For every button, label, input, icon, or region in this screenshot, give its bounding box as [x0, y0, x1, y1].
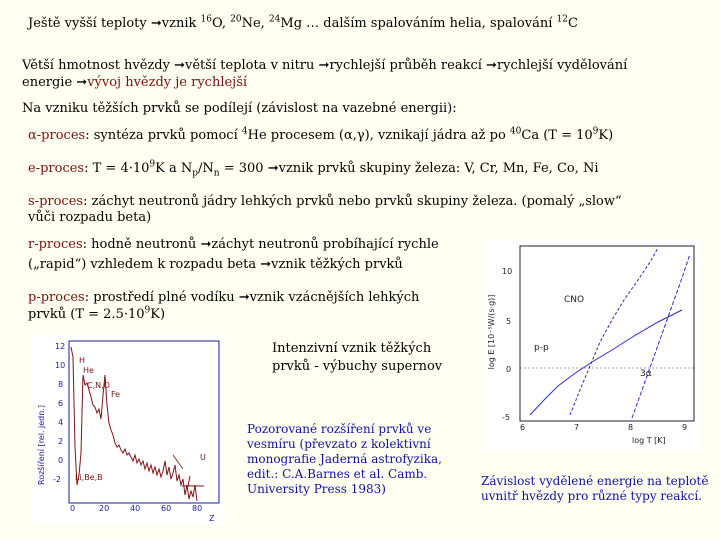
label-fe: Fe: [111, 390, 121, 399]
abundance-figure: [33, 335, 225, 525]
supernova-note-1: Intenzivní vznik těžkých: [272, 341, 432, 356]
abundance-xtick: 60: [161, 504, 172, 513]
abundance-ylabel: Rozšíření [rel. jedn.]: [37, 405, 46, 485]
arrow-icon: ➞: [174, 58, 186, 73]
label-h: H: [79, 356, 86, 365]
energy-xtick: 7: [574, 423, 580, 432]
arrow-icon: ➞: [150, 16, 162, 31]
energy-xtick: 9: [682, 423, 688, 432]
abundance-xtick: 0: [70, 504, 76, 513]
arrow-icon: ➞: [200, 237, 212, 252]
energy-caption: Závislost vydělené energie na teplotě uvnitř hvězdy pro různé typy reakcí.: [481, 474, 709, 503]
energy-xlabel: log T [K]: [632, 436, 666, 445]
abundance-xtick: 40: [130, 504, 141, 513]
abundance-ytick: -2: [53, 475, 61, 484]
label-pp: p-p: [534, 343, 549, 353]
p-process-line-1: p-proces: prostředí plné vodíku ➞vznik vzácnějších lehkých: [28, 290, 420, 305]
arrow-icon: ➞: [76, 75, 88, 90]
label-libeb: Li,Be,B: [75, 473, 103, 482]
abundance-xlabel: Z: [209, 514, 215, 523]
arrow-icon: ➞: [260, 257, 272, 272]
energy-ytick: -5: [502, 413, 510, 422]
abundance-ytick: 0: [58, 456, 64, 465]
energy-ytick: 5: [506, 317, 512, 326]
abundance-ytick: 12: [55, 342, 66, 351]
header-line: Ještě vyšší teploty ➞vznik $^{16}$O, $^{20}$Ne, $^{24}$Mg … dalším spalováním helia, spalování $^{12}$C: [28, 14, 578, 31]
abundance-xtick: 80: [192, 504, 203, 513]
energy-xtick: 6: [520, 423, 526, 432]
heavy-star-line-2: energie ➞vývoj hvězdy je rychlejší: [22, 75, 248, 90]
p-process-line-2: prvků $(T = 2.5\cdot 10^9K)$: [28, 305, 166, 322]
supernova-note-2: prvků - výbuchy supernov: [272, 359, 443, 374]
r-process-line-1: r-proces: hodně neutronů ➞záchyt neutronů probíhající rychle: [28, 237, 439, 252]
energy-xtick: 8: [628, 423, 634, 432]
energy-ytick: 0: [506, 365, 512, 374]
s-process-line-2: vůči rozpadu beta): [28, 210, 152, 225]
energy-figure: [482, 240, 702, 450]
energy-ytick: 10: [502, 267, 513, 276]
abundance-ytick: 8: [58, 380, 64, 389]
label-he: He: [83, 366, 94, 375]
arrow-icon: ➞: [486, 58, 497, 73]
label-cno: CNO: [564, 295, 585, 305]
alpha-process: α-proces: syntéza prvků pomocí $^4$He procesem (α,γ), vznikají jádra až po $^{40}$Ca $(T = 10^9K)$: [28, 126, 614, 143]
arrow-icon: ➞: [238, 290, 250, 305]
arrow-icon: ➞: [267, 161, 279, 176]
label-cno: C,N,O: [87, 381, 110, 390]
label-3alpha: 3α: [640, 369, 652, 379]
e-process: e-proces: $T = 4\cdot 10^9K$ a $N_p/N_n = 300$ ➞vznik prvků skupiny železa: V, Cr, Mn, Fe, Co, Ni: [28, 159, 599, 179]
r-process-line-2: („rapid“) vzhledem k rozpadu beta ➞vznik těžkých prvků: [28, 257, 403, 272]
label-u: U: [200, 453, 206, 462]
energy-ylabel: log E [10⁻⁵W/(s·g)]: [487, 294, 496, 370]
heavy-star-line-1: Větší hmotnost hvězdy ➞větší teplota v nitru ➞rychlejší průběh reakcí ➞rychlejší vydělování: [22, 58, 628, 73]
abundance-ytick: 4: [58, 418, 64, 427]
abundance-ytick: 6: [58, 399, 64, 408]
abundance-xtick: 20: [99, 504, 110, 513]
source-caption: Pozorované rozšíření prvků ve vesmíru (převzato z kolektivní monografie Jaderná astrofyzika, edit.: C.A.Barnes et al. Camb. University Press 1983): [247, 422, 442, 496]
abundance-ytick: 2: [58, 437, 64, 446]
abundance-ytick: 10: [55, 361, 66, 370]
s-process-line-1: s-proces: záchyt neutronů jádry lehkých prvků nebo prvků skupiny železa. (pomalý „slow“: [28, 194, 622, 209]
arrow-icon: ➞: [318, 58, 330, 73]
intro-line: Na vzniku těžších prvků se podílejí (závislost na vazebné energii):: [22, 101, 457, 116]
